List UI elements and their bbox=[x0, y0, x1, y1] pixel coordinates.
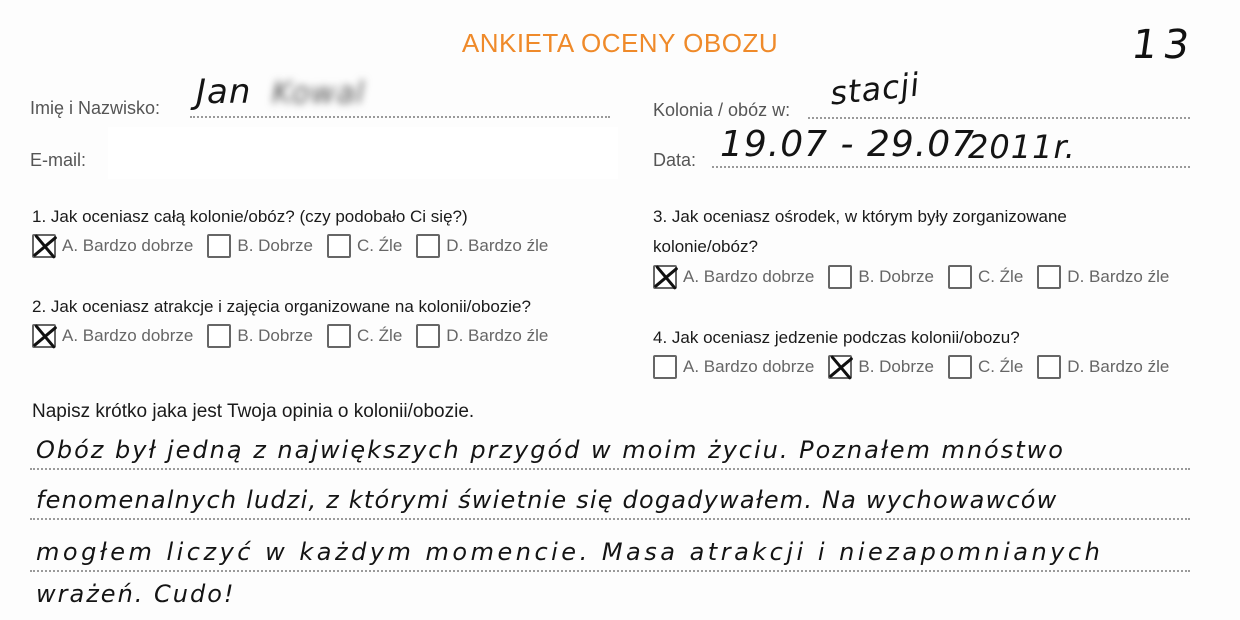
question-1-options bbox=[32, 234, 562, 258]
q4-option-c[interactable] bbox=[948, 355, 1023, 379]
opinion-rule-1 bbox=[30, 468, 1190, 470]
colony-label: Kolonia / obóz w: bbox=[653, 100, 791, 120]
question-3-text-line2: kolonie/obóz? bbox=[653, 237, 758, 256]
q4-checkbox-c[interactable] bbox=[948, 355, 972, 379]
q3-label-d: D. Bardzo źle bbox=[1067, 267, 1170, 286]
q3-checkbox-a[interactable] bbox=[653, 265, 677, 289]
q4-checkbox-d[interactable] bbox=[1037, 355, 1061, 379]
q3-checkbox-c[interactable] bbox=[948, 265, 972, 289]
q1-label-b: B. Dobrze bbox=[237, 236, 313, 255]
q3-option-a[interactable] bbox=[653, 265, 814, 289]
opinion-line-2: fenomenalnych ludzi, z którymi świetnie się dogadywałem. Na wychowawców bbox=[36, 486, 1058, 514]
q1-checkbox-a[interactable] bbox=[32, 234, 56, 258]
date-label: Data: bbox=[653, 150, 697, 170]
form-title: ANKIETA OCENY OBOZU bbox=[461, 28, 779, 58]
q2-checkbox-c[interactable] bbox=[327, 324, 351, 348]
q2-label-c: C. Źle bbox=[356, 326, 403, 345]
q4-checkbox-b[interactable] bbox=[828, 355, 852, 379]
q4-option-b[interactable] bbox=[828, 355, 934, 379]
opinion-line-1: Obóz był jedną z największych przygód w moim życiu. Poznałem mnóstwo bbox=[36, 436, 1065, 464]
q3-label-a: A. Bardzo dobrze bbox=[683, 267, 815, 286]
opinion-prompt: Napisz krótko jaka jest Twoja opinia o kolonii/obozie. bbox=[32, 401, 475, 422]
q1-option-d[interactable] bbox=[416, 234, 548, 258]
q2-option-c[interactable] bbox=[327, 324, 402, 348]
date-year-handwritten: 2011r. bbox=[968, 128, 1076, 166]
q1-option-a[interactable] bbox=[32, 234, 193, 258]
q1-checkbox-b[interactable] bbox=[207, 234, 231, 258]
q3-label-b: B. Dobrze bbox=[858, 267, 934, 286]
page-number: 13 bbox=[1128, 22, 1199, 68]
q3-label-c: C. Źle bbox=[977, 267, 1024, 286]
opinion-rule-3 bbox=[30, 570, 1190, 572]
opinion-line-4: wrażeń. Cudo! bbox=[36, 580, 236, 608]
q4-label-c: C. Źle bbox=[977, 357, 1024, 376]
date-underline bbox=[712, 166, 1190, 168]
last-name-blurred: Kowal bbox=[271, 76, 366, 111]
name-label: Imię i Nazwisko: bbox=[30, 98, 161, 118]
q1-checkbox-d[interactable] bbox=[416, 234, 440, 258]
question-3-text-line1: 3. Jak oceniasz ośrodek, w którym były zorganizowane bbox=[653, 207, 1067, 226]
q2-option-b[interactable] bbox=[207, 324, 313, 348]
opinion-textarea[interactable] bbox=[30, 430, 1200, 620]
q4-label-b: B. Dobrze bbox=[858, 357, 934, 376]
q3-option-d[interactable] bbox=[1037, 265, 1169, 289]
q2-option-a[interactable] bbox=[32, 324, 193, 348]
name-field[interactable] bbox=[196, 72, 365, 112]
question-4-options bbox=[653, 355, 1183, 379]
question-4-text: 4. Jak oceniasz jedzenie podczas kolonii/obozu? bbox=[653, 328, 1020, 347]
q1-option-c[interactable] bbox=[327, 234, 402, 258]
email-label: E-mail: bbox=[30, 150, 87, 170]
question-2-text: 2. Jak oceniasz atrakcje i zajęcia organizowane na kolonii/obozie? bbox=[32, 297, 531, 316]
q1-option-b[interactable] bbox=[207, 234, 313, 258]
q1-label-c: C. Źle bbox=[356, 236, 403, 255]
opinion-line-3: mogłem liczyć w każdym momencie. Masa atrakcji i niezapomnianych bbox=[36, 538, 1104, 566]
q3-checkbox-b[interactable] bbox=[828, 265, 852, 289]
q1-label-d: D. Bardzo źle bbox=[446, 236, 549, 255]
question-1-text: 1. Jak oceniasz całą kolonie/obóz? (czy podobało Ci się?) bbox=[32, 207, 468, 226]
q2-checkbox-d[interactable] bbox=[416, 324, 440, 348]
q2-checkbox-b[interactable] bbox=[207, 324, 231, 348]
question-3-options bbox=[653, 265, 1183, 289]
q2-label-a: A. Bardzo dobrze bbox=[62, 326, 194, 345]
opinion-rule-2 bbox=[30, 518, 1190, 520]
q2-option-d[interactable] bbox=[416, 324, 548, 348]
q3-option-c[interactable] bbox=[948, 265, 1023, 289]
q3-option-b[interactable] bbox=[828, 265, 934, 289]
q4-checkbox-a[interactable] bbox=[653, 355, 677, 379]
q4-label-a: A. Bardzo dobrze bbox=[683, 357, 815, 376]
date-handwritten[interactable]: 19.07 - 29.07 bbox=[720, 124, 975, 165]
q4-label-d: D. Bardzo źle bbox=[1067, 357, 1170, 376]
q1-checkbox-c[interactable] bbox=[327, 234, 351, 258]
name-underline bbox=[190, 116, 610, 118]
q2-checkbox-a[interactable] bbox=[32, 324, 56, 348]
q2-label-d: D. Bardzo źle bbox=[446, 326, 549, 345]
q4-option-a[interactable] bbox=[653, 355, 814, 379]
first-name-handwritten: Jan bbox=[196, 72, 252, 112]
colony-handwritten[interactable]: stacji bbox=[828, 65, 922, 113]
colony-underline bbox=[808, 117, 1190, 119]
q3-checkbox-d[interactable] bbox=[1037, 265, 1061, 289]
q4-option-d[interactable] bbox=[1037, 355, 1169, 379]
email-redaction[interactable] bbox=[108, 127, 618, 179]
q1-label-a: A. Bardzo dobrze bbox=[62, 236, 194, 255]
question-2-options bbox=[32, 324, 562, 348]
q2-label-b: B. Dobrze bbox=[237, 326, 313, 345]
